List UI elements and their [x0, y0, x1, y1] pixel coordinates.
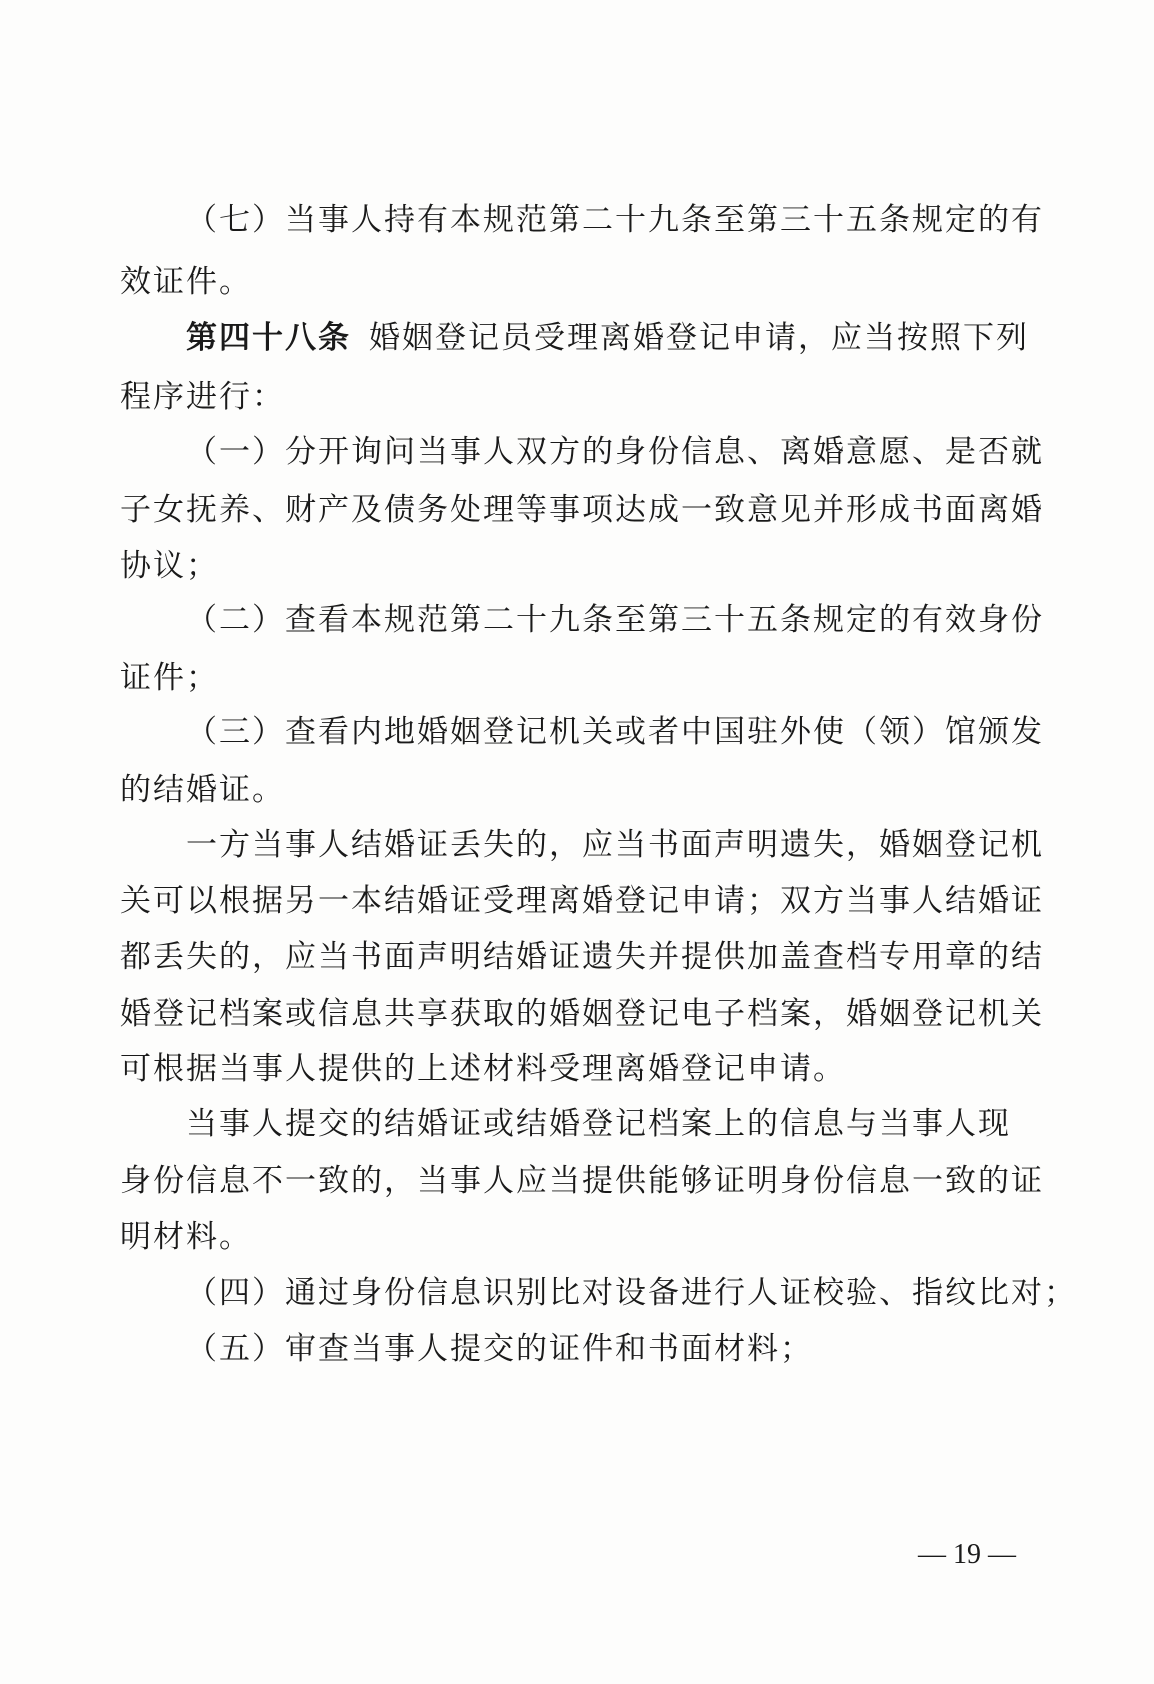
article-number: 第四十八条 [186, 320, 351, 356]
text-line: 明材料。 [120, 1219, 252, 1255]
text-line: 子女抚养、财产及债务处理等事项达成一致意见并形成书面离婚 [120, 492, 1044, 528]
text-line: （四）通过身份信息识别比对设备进行人证校验、指纹比对； [186, 1275, 1077, 1311]
text-line: 程序进行： [120, 379, 285, 415]
page-number: — 19 — [918, 1539, 1016, 1570]
text-line: （七）当事人持有本规范第二十九条至第三十五条规定的有 [186, 202, 1044, 238]
text-line: 可根据当事人提供的上述材料受理离婚登记申请。 [120, 1051, 846, 1087]
text-line: 效证件。 [120, 264, 252, 300]
text-line: 关可以根据另一本结婚证受理离婚登记申请；双方当事人结婚证 [120, 883, 1044, 919]
text-line: （二）查看本规范第二十九条至第三十五条规定的有效身份 [186, 602, 1044, 638]
text-line: 证件； [120, 660, 219, 696]
text-line: （三）查看内地婚姻登记机关或者中国驻外使（领）馆颁发 [186, 714, 1044, 750]
article-48-heading [186, 318, 1029, 358]
text-line: 当事人提交的结婚证或结婚登记档案上的信息与当事人现 [186, 1106, 1011, 1142]
text-line: 婚登记档案或信息共享获取的婚姻登记电子档案，婚姻登记机关 [120, 996, 1044, 1032]
text-line: （一）分开询问当事人双方的身份信息、离婚意愿、是否就 [186, 434, 1044, 470]
text-line: 的结婚证。 [120, 772, 285, 808]
text-line: 一方当事人结婚证丢失的，应当书面声明遗失，婚姻登记机 [186, 827, 1044, 863]
text-line: 协议； [120, 548, 219, 584]
text-line: （五）审查当事人提交的证件和书面材料； [186, 1331, 813, 1367]
article-text: 婚姻登记员受理离婚登记申请，应当按照下列 [369, 320, 1029, 356]
text-line: 都丢失的，应当书面声明结婚证遗失并提供加盖查档专用章的结 [120, 939, 1044, 975]
text-line: 身份信息不一致的，当事人应当提供能够证明身份信息一致的证 [120, 1163, 1044, 1199]
